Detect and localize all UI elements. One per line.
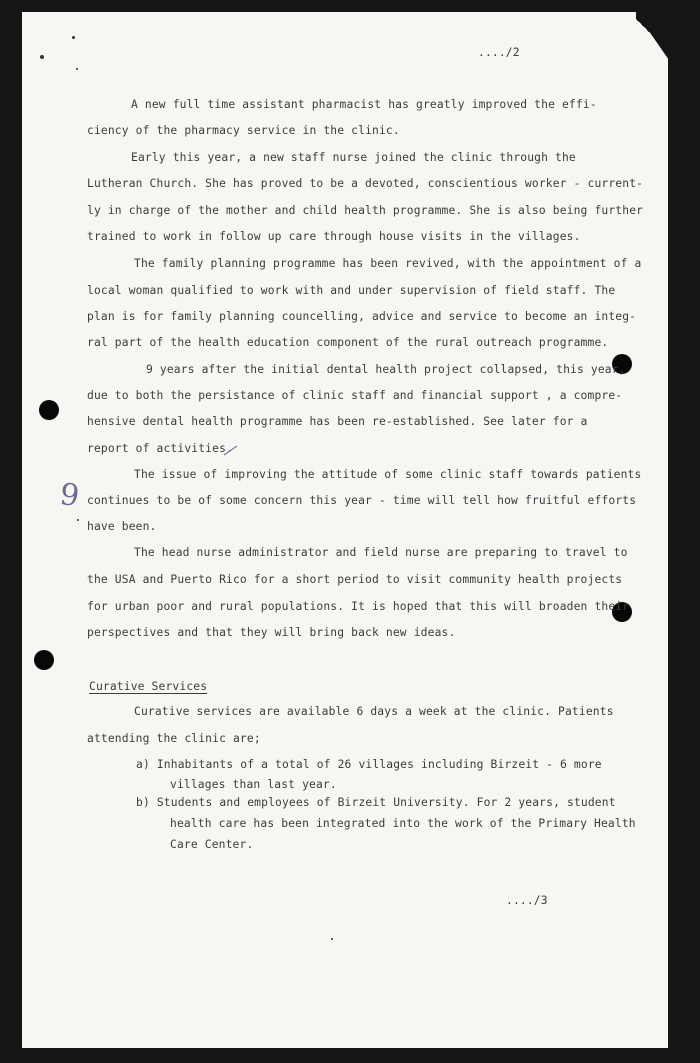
text-line: trained to work in follow up care through house visits in the villages. <box>87 230 581 243</box>
text-line: perspectives and that they will bring back new ideas. <box>87 626 456 639</box>
text-line: 9 years after the initial dental health project collapsed, this year, <box>146 363 626 376</box>
text-line: Early this year, a new staff nurse joined the clinic through the <box>131 151 576 164</box>
text-line: due to both the persistance of clinic staff and financial support , a compre- <box>87 389 623 402</box>
handwritten-annotation: 9 <box>57 476 82 515</box>
text-line: report of activities. <box>87 442 233 455</box>
text-line: for urban poor and rural populations. It is hoped that this will broaden their <box>87 600 630 613</box>
paper-speck <box>72 36 75 39</box>
text-line: hensive dental health programme has been re-established. See later for a <box>87 415 588 428</box>
folded-corner <box>636 12 670 60</box>
text-line: have been. <box>87 520 157 533</box>
paper-speck <box>77 519 79 521</box>
text-line: The issue of improving the attitude of some clinic staff towards patients <box>134 468 642 481</box>
list-item-b-continuation: health care has been integrated into the work of the Primary Health <box>170 817 636 830</box>
text-line: A new full time assistant pharmacist has greatly improved the effi- <box>131 98 597 111</box>
text-line: Lutheran Church. She has proved to be a devoted, conscientious worker - current- <box>87 177 644 190</box>
text-line: the USA and Puerto Rico for a short period to visit community health projects <box>87 573 623 586</box>
list-item-a: a) Inhabitants of a total of 26 villages including Birzeit - 6 more <box>136 758 602 771</box>
text-line: ciency of the pharmacy service in the clinic. <box>87 124 400 137</box>
text-line: The head nurse administrator and field nurse are preparing to travel to <box>134 546 628 559</box>
list-item-b: b) Students and employees of Birzeit University. For 2 years, student <box>136 796 616 809</box>
section-heading: Curative Services <box>89 680 208 693</box>
pencil-tick-mark <box>222 444 242 458</box>
punch-hole-left-lower <box>34 650 54 670</box>
text-line: ral part of the health education component of the rural outreach programme. <box>87 336 609 349</box>
list-item-a-continuation: villages than last year. <box>170 778 337 791</box>
paper-speck <box>76 68 78 70</box>
paper-speck <box>331 938 333 940</box>
text-line: local woman qualified to work with and under supervision of field staff. The <box>87 284 616 297</box>
page-number-header: ..../2 <box>478 46 520 59</box>
paper-speck <box>40 55 44 59</box>
text-line: ly in charge of the mother and child health programme. She is also being further <box>87 204 644 217</box>
text-line: attending the clinic are; <box>87 732 261 745</box>
text-line: continues to be of some concern this year - time will tell how fruitful efforts <box>87 494 637 507</box>
list-item-b-continuation: Care Center. <box>170 838 254 851</box>
text-line: The family planning programme has been revived, with the appointment of a <box>134 257 642 270</box>
text-line: Curative services are available 6 days a week at the clinic. Patients <box>134 705 614 718</box>
page-number-footer: ..../3 <box>506 894 548 907</box>
punch-hole-left-upper <box>39 400 59 420</box>
text-line: plan is for family planning councelling, advice and service to become an integ- <box>87 310 637 323</box>
